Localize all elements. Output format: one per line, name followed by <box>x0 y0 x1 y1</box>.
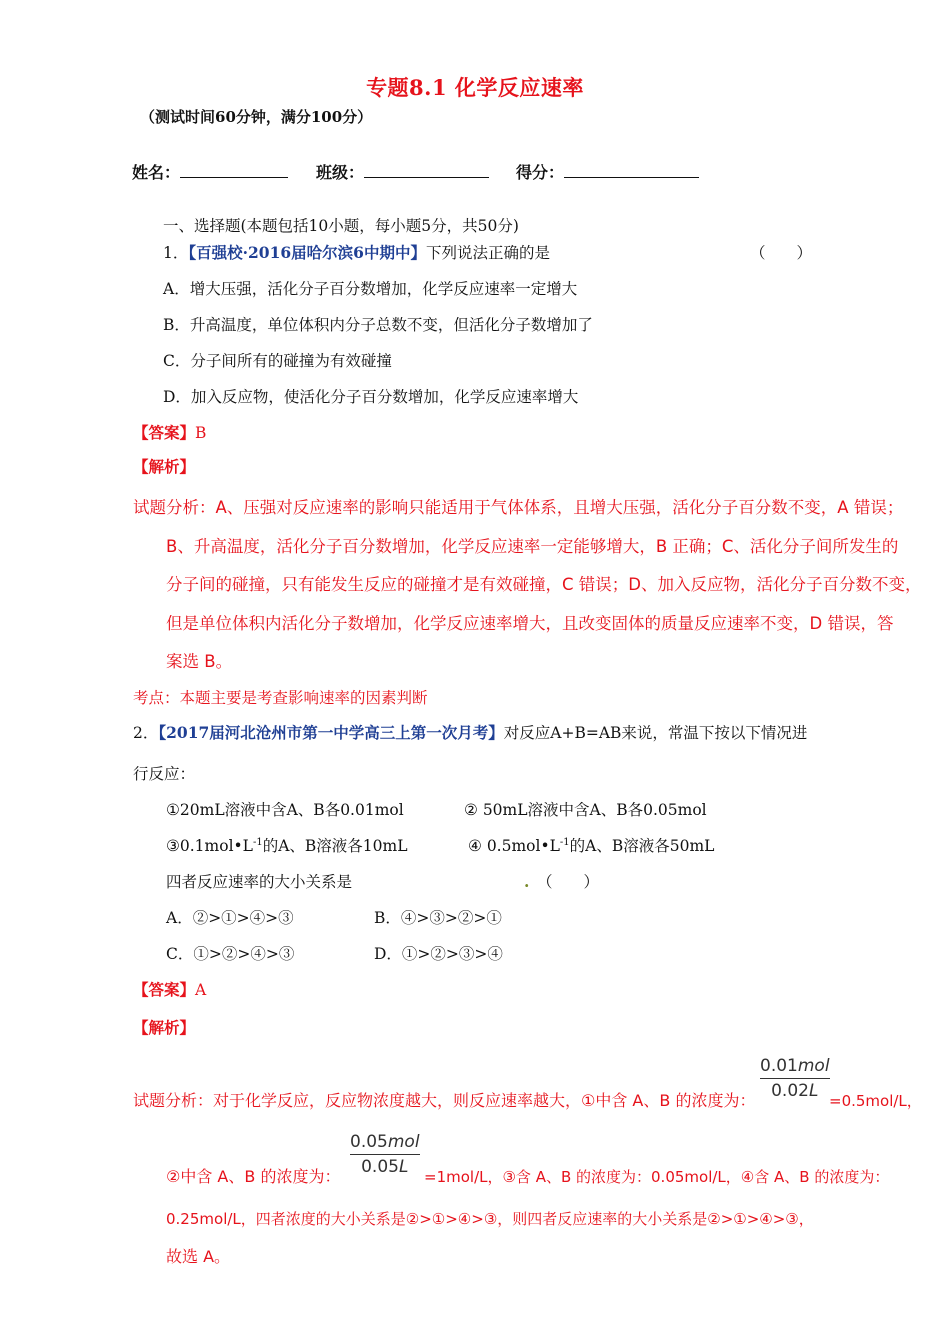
condition-4: ④ $0.5mol•L^{-1}$的A、B溶液各50mL <box>468 836 715 855</box>
question-text-continued: 行反应： <box>133 765 196 783</box>
condition-1: ①20mL溶液中含A、B各0.01mol <box>166 801 404 819</box>
answer-line <box>133 978 206 1000</box>
score-field <box>516 160 699 183</box>
analysis-line: 0.25mol/L，四者浓度的大小关系是②>①>④>③，则四者反应速率的大小关系是②>①>④>③， <box>166 1210 814 1228</box>
option-d: D．加入反应物，使活化分子百分数增加，化学反应速率增大 <box>163 388 579 406</box>
question-1-stem <box>163 241 550 263</box>
class-blank <box>364 161 489 178</box>
answer-value: B <box>195 424 207 442</box>
stray-dot: . <box>524 872 530 891</box>
name-blank <box>180 161 288 178</box>
analysis-line: 案选 B。 <box>166 652 233 671</box>
analysis-label: 【解析】 <box>133 1018 196 1037</box>
key-point: 考点：本题主要是考查影响速率的因素判断 <box>133 689 428 707</box>
source-tag: 【百强校·2016届哈尔滨6中期中】 <box>188 243 426 262</box>
analysis-line: =0.5mol/L， <box>829 1092 922 1110</box>
answer-line <box>133 421 206 443</box>
answer-label: 【答案】 <box>133 980 196 999</box>
analysis-line: 试题分析：A、压强对反应速率的影响只能适用于气体体系，且增大压强，活化分子百分数不变，A 错误； <box>133 498 904 517</box>
score-blank <box>564 161 699 178</box>
analysis-line: ②中含 A、B 的浓度为： <box>166 1167 341 1186</box>
analysis-line: 但是单位体积内活化分子数增加，化学反应速率增大，且改变固体的质量反应速率不变，D 错误，答 <box>166 614 894 633</box>
question-number: 1． <box>163 244 189 262</box>
question-number: 2． <box>133 724 159 742</box>
option-b: B．升高温度，单位体积内分子总数不变，但活化分子数增加了 <box>163 316 593 334</box>
answer-label: 【答案】 <box>133 423 196 442</box>
class-field <box>316 160 489 183</box>
analysis-label: 【解析】 <box>133 457 196 476</box>
analysis-line: 试题分析：对于化学反应，反应物浓度越大，则反应速率越大，①中含 A、B 的浓度为： <box>133 1091 756 1110</box>
score-label: 得分： <box>516 163 565 182</box>
class-label: 班级： <box>316 163 365 182</box>
analysis-line: =1mol/L，③含 A、B 的浓度为：0.05mol/L，④含 A、B 的浓度为： <box>424 1168 890 1186</box>
condition-2: ② 50mL溶液中含A、B各0.05mol <box>464 801 707 819</box>
answer-paren: （ ） <box>750 244 813 262</box>
answer-paren: （ ） <box>537 873 600 891</box>
test-info: （测试时间60分钟，满分100分） <box>140 108 373 126</box>
analysis-line: 故选 A。 <box>166 1247 231 1266</box>
page-title: 专题8.1 化学反应速率 <box>366 75 584 100</box>
option-a: A．②>①>④>③ <box>166 909 294 927</box>
name-field <box>132 160 288 183</box>
question-prompt: 四者反应速率的大小关系是 <box>166 873 353 891</box>
question-text: 对反应A+B=AB来说，常温下按以下情况进 <box>503 724 808 742</box>
analysis-line: 分子间的碰撞，只有能发生反应的碰撞才是有效碰撞，C 错误；D、加入反应物，活化分子百分数不变， <box>166 575 922 594</box>
condition-3: $③0.1mol•L^{-1}$的A、B溶液各10mL <box>166 836 408 855</box>
question-2-stem <box>133 721 807 743</box>
fraction-a: 0.01mol 0.02L <box>760 1056 830 1101</box>
answer-value: A <box>195 981 207 999</box>
name-label: 姓名： <box>132 163 181 182</box>
section-heading: 一、选择题(本题包括10小题，每小题5分，共50分) <box>163 217 519 235</box>
question-text: 下列说法正确的是 <box>425 244 550 262</box>
option-b: B．④>③>②>① <box>374 909 502 927</box>
option-c: C．①>②>④>③ <box>166 945 295 963</box>
option-a: A．增大压强，活化分子百分数增加，化学反应速率一定增大 <box>163 280 578 298</box>
fraction-b: 0.05mol 0.05L <box>350 1132 420 1177</box>
option-d: D．①>②>③>④ <box>374 945 503 963</box>
option-c: C．分子间所有的碰撞为有效碰撞 <box>163 352 392 370</box>
analysis-line: B、升高温度，活化分子百分数增加，化学反应速率一定能够增大，B 正确；C、活化分子间所发生的 <box>166 537 899 556</box>
source-tag: 【2017届河北沧州市第一中学高三上第一次月考】 <box>158 723 504 742</box>
